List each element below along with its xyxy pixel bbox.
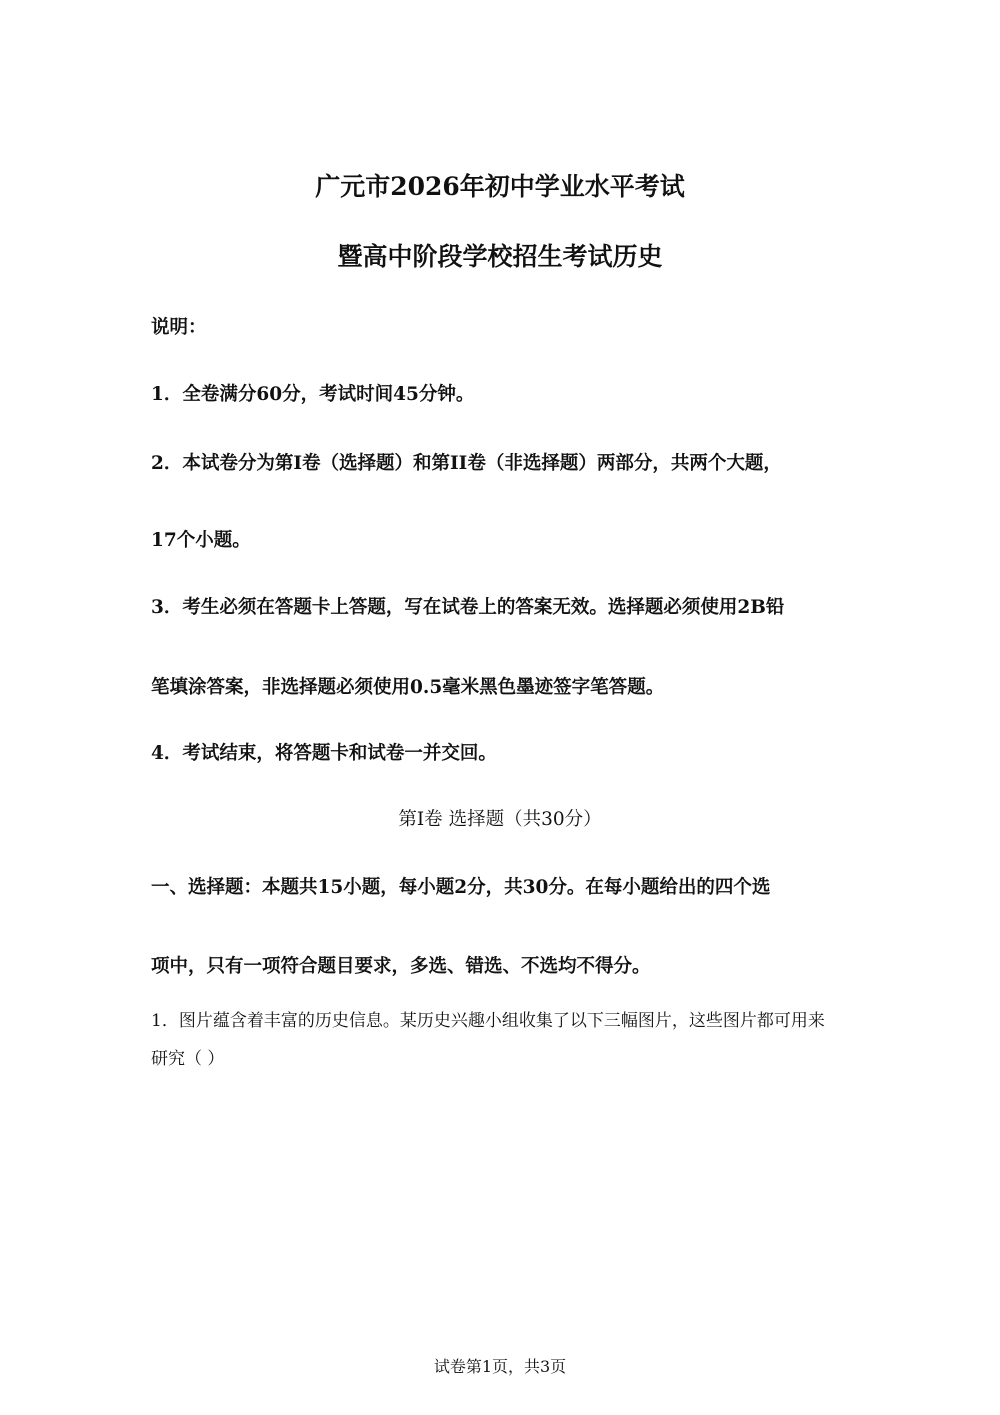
instruction-item-2-line-1: 2．本试卷分为第I卷（选择题）和第II卷（非选择题）两部分，共两个大题，: [151, 453, 782, 474]
page-footer: 试卷第1页，共3页: [433, 1357, 567, 1376]
instructions-heading: 说明：: [151, 317, 207, 338]
instruction-item-4: 4．考试结束，将答题卡和试卷一并交回。: [151, 743, 497, 764]
exam-title-line-2: 暨高中阶段学校招生考试历史: [337, 242, 663, 271]
exam-title-line-1: 广元市2026年初中学业水平考试: [315, 172, 685, 201]
question-1-line-1: 1．图片蕴含着丰富的历史信息。某历史兴趣小组收集了以下三幅图片，这些图片都可用来: [151, 1011, 825, 1031]
part-instruction-line-1: 一、选择题：本题共15小题，每小题2分，共30分。在每小题给出的四个选: [151, 877, 771, 898]
question-1-line-2: 研究（ ）: [151, 1049, 225, 1069]
instruction-item-1: 1．全卷满分60分，考试时间45分钟。: [151, 384, 475, 405]
section-heading: 第I卷 选择题（共30分）: [398, 809, 602, 830]
instruction-item-3-line-1: 3．考生必须在答题卡上答题，写在试卷上的答案无效。选择题必须使用2B铅: [151, 597, 785, 618]
part-instruction-line-2: 项中，只有一项符合题目要求，多选、错选、不选均不得分。: [151, 956, 651, 977]
instruction-item-2-line-2: 17个小题。: [151, 530, 251, 551]
instruction-item-3-line-2: 笔填涂答案，非选择题必须使用0.5毫米黑色墨迹签字笔答题。: [151, 677, 665, 698]
